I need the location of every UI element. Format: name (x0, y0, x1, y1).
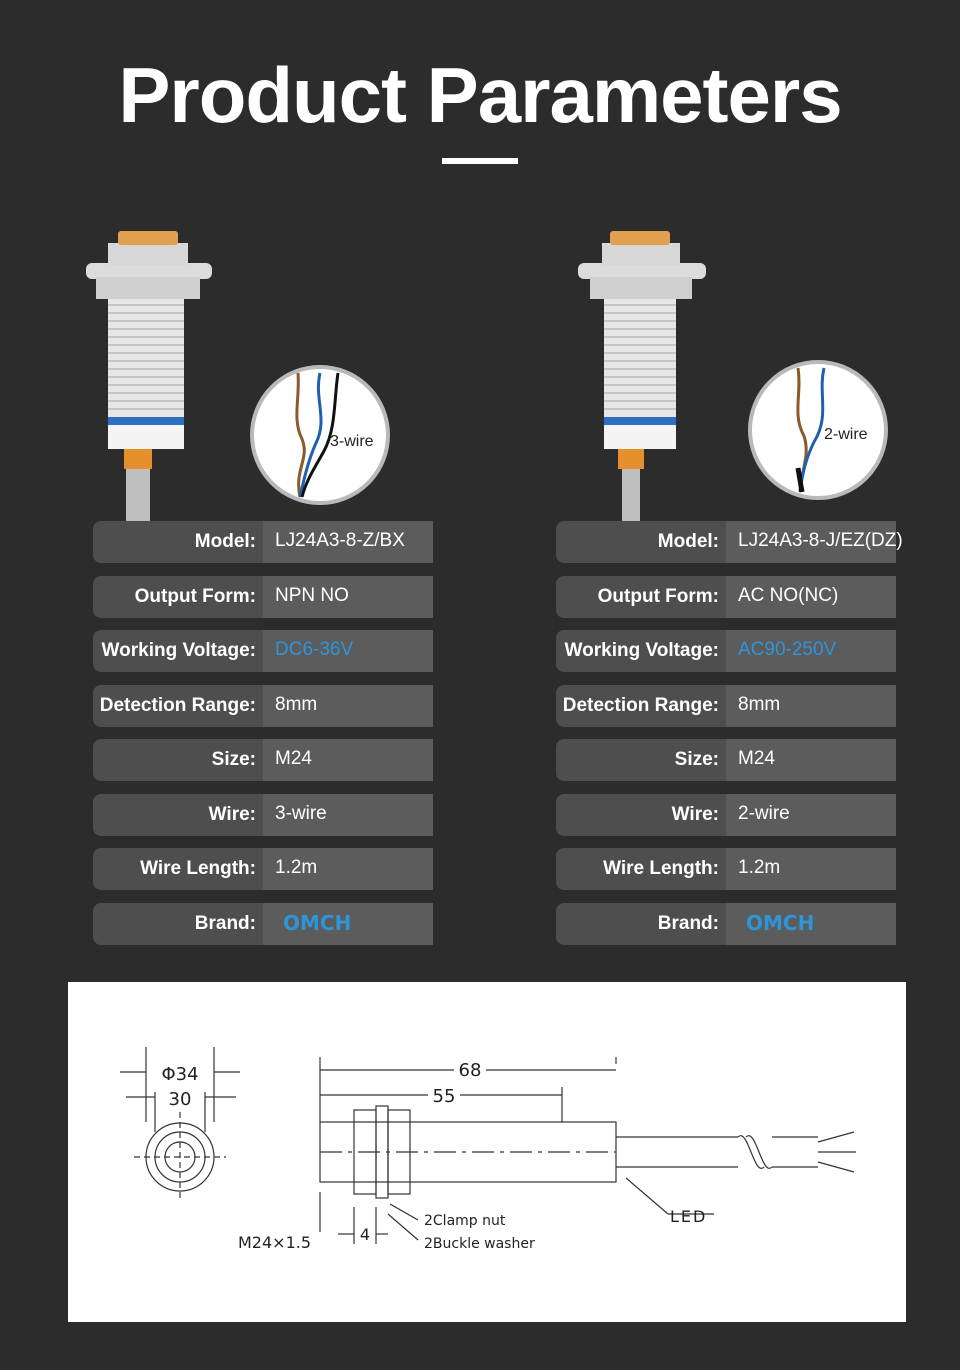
row-value: 1.2m (726, 848, 896, 890)
svg-text:OMCH: OMCH (283, 912, 352, 933)
row-label: Brand: (93, 903, 263, 945)
row-size (556, 739, 896, 781)
row-brand (93, 903, 433, 945)
brand-logo (746, 913, 826, 933)
row-label: Output Form: (556, 576, 726, 618)
row-label: Detection Range: (556, 685, 726, 727)
parameter-table-3wire (93, 521, 433, 957)
wire-detail-bubble-2wire (748, 360, 888, 500)
row-value: 3-wire (263, 794, 433, 836)
row-label: Detection Range: (93, 685, 263, 727)
bubble-label: 2-wire (824, 426, 868, 443)
dimension-drawing (68, 982, 906, 1322)
row-label: Wire Length: (556, 848, 726, 890)
wire-detail-bubble-3wire (250, 365, 390, 505)
row-label: Size: (556, 739, 726, 781)
row-label: Wire: (556, 794, 726, 836)
svg-text:OMCH: OMCH (746, 912, 815, 933)
row-value: AC90-250V (726, 630, 896, 672)
row-wire-length (93, 848, 433, 890)
label-clamp-nut: 2Clamp nut (424, 1213, 506, 1229)
dim-body-length: 55 (432, 1086, 456, 1107)
row-value: 8mm (726, 685, 896, 727)
row-output-form (93, 576, 433, 618)
row-value (263, 903, 433, 945)
row-detection-range (556, 685, 896, 727)
row-label: Model: (93, 521, 263, 563)
row-label: Output Form: (93, 576, 263, 618)
row-value: 1.2m (263, 848, 433, 890)
bubble-label: 3-wire (330, 433, 374, 450)
row-brand (556, 903, 896, 945)
brand-logo (283, 913, 363, 933)
row-working-voltage (93, 630, 433, 672)
row-value: 2-wire (726, 794, 896, 836)
row-size (93, 739, 433, 781)
row-label: Working Voltage: (556, 630, 726, 672)
row-label: Brand: (556, 903, 726, 945)
row-value: LJ24A3-8-J/EZ(DZ) (726, 521, 896, 563)
row-wire-length (556, 848, 896, 890)
row-label: Model: (556, 521, 726, 563)
row-value: M24 (263, 739, 433, 781)
label-buckle-washer: 2Buckle washer (424, 1236, 535, 1252)
dim-total-length: 68 (458, 1060, 482, 1081)
dim-nut-width: 4 (359, 1225, 371, 1244)
row-value: 8mm (263, 685, 433, 727)
dim-thread: M24×1.5 (238, 1233, 312, 1252)
row-value: NPN NO (263, 576, 433, 618)
dim-inner-diameter: 30 (168, 1089, 192, 1110)
row-output-form (556, 576, 896, 618)
row-value (726, 903, 896, 945)
row-value: LJ24A3-8-Z/BX (263, 521, 433, 563)
dim-outer-diameter: Φ34 (161, 1064, 199, 1085)
row-wire (556, 794, 896, 836)
label-led: LED (670, 1207, 708, 1226)
row-model (93, 521, 433, 563)
page-title: Product Parameters (118, 51, 842, 139)
row-value: DC6-36V (263, 630, 433, 672)
dimension-drawing-svg (68, 982, 906, 1322)
parameter-table-2wire (556, 521, 903, 957)
row-working-voltage (556, 630, 896, 672)
row-value: AC NO(NC) (726, 576, 896, 618)
row-label: Wire Length: (93, 848, 263, 890)
row-label: Size: (93, 739, 263, 781)
row-model (556, 521, 903, 563)
row-value: M24 (726, 739, 896, 781)
row-label: Wire: (93, 794, 263, 836)
row-wire (93, 794, 433, 836)
row-label: Working Voltage: (93, 630, 263, 672)
row-detection-range (93, 685, 433, 727)
title-underline (442, 158, 518, 164)
